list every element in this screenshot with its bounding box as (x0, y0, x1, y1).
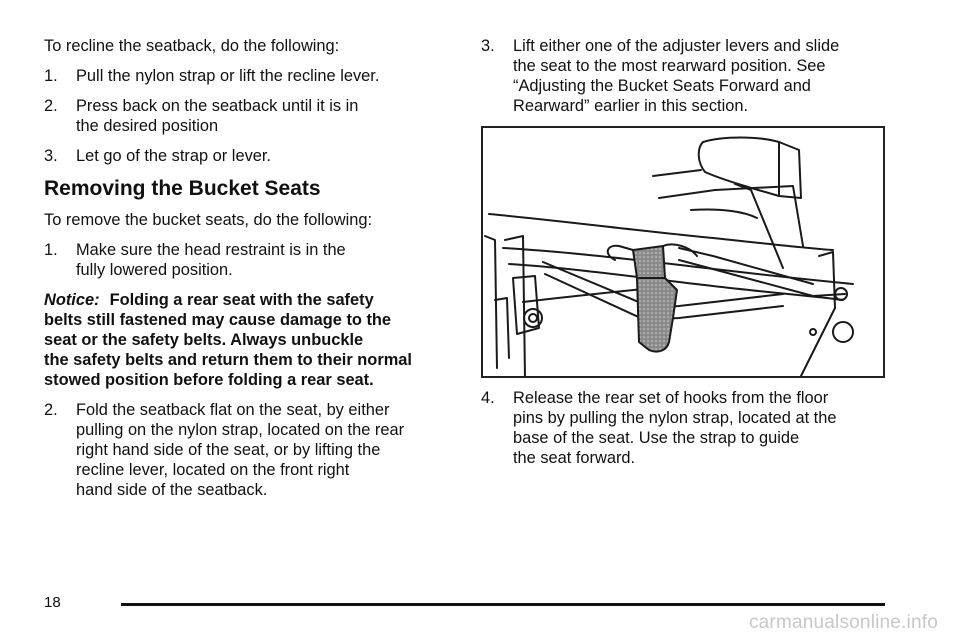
watermark: carmanualsonline.info (748, 612, 938, 633)
step-text: the desired position (76, 117, 219, 135)
right-column (481, 36, 901, 478)
notice-text: seat or the safety belts. Always unbuckle (44, 331, 364, 349)
footer-rule (121, 603, 885, 606)
step-number: 4. (481, 389, 495, 407)
step-text: pulling on the nylon strap, located on the rear (76, 421, 405, 439)
list-item (44, 240, 464, 280)
notice-label: Notice: (44, 291, 100, 309)
seat-strap-drawing (483, 128, 883, 376)
step-number: 2. (44, 401, 58, 419)
removal-intro: To remove the bucket seats, do the following: (44, 211, 372, 229)
list-item (44, 96, 464, 136)
step-text: Press back on the seatback until it is in (76, 97, 359, 115)
list-item (44, 400, 464, 500)
step-text: pins by pulling the nylon strap, located at the (513, 409, 837, 427)
list-item (481, 388, 901, 468)
recline-intro: To recline the seatback, do the following: (44, 37, 340, 55)
step-text: Rearward” earlier in this section. (513, 97, 749, 115)
step-text: the seat to the most rearward position. See (513, 57, 826, 75)
section-heading: Removing the Bucket Seats (44, 177, 321, 200)
step-text: Pull the nylon strap or lift the recline lever. (76, 67, 380, 85)
step-text: the seat forward. (513, 449, 636, 467)
step-text: hand side of the seatback. (76, 481, 268, 499)
notice-text: stowed position before folding a rear seat. (44, 371, 374, 389)
step-text: Lift either one of the adjuster levers and slide (513, 37, 840, 55)
step-text: right hand side of the seat, or by lifting the (76, 441, 381, 459)
page-number: 18 (44, 594, 61, 611)
step-text: fully lowered position. (76, 261, 233, 279)
step-number: 3. (481, 37, 495, 55)
step-number: 1. (44, 241, 58, 259)
recline-steps (44, 66, 464, 166)
list-item (44, 146, 464, 166)
step-text: recline lever, located on the front right (76, 461, 350, 479)
step-text: “Adjusting the Bucket Seats Forward and (513, 77, 811, 95)
list-item (44, 66, 464, 86)
left-column (44, 36, 464, 510)
step-text: base of the seat. Use the strap to guide (513, 429, 800, 447)
notice-text: Folding a rear seat with the safety (109, 291, 374, 309)
seat-strap-illustration (481, 126, 885, 378)
notice-block (44, 290, 464, 390)
step-text: Release the rear set of hooks from the floor (513, 389, 829, 407)
step-number: 1. (44, 67, 58, 85)
step-number: 2. (44, 97, 58, 115)
step-text: Let go of the strap or lever. (76, 147, 271, 165)
notice-text: belts still fastened may cause damage to the (44, 311, 392, 329)
notice-text: the safety belts and return them to their normal (44, 351, 412, 369)
step-text: Make sure the head restraint is in the (76, 241, 346, 259)
step-number: 3. (44, 147, 58, 165)
list-item (481, 36, 901, 116)
step-text: Fold the seatback flat on the seat, by either (76, 401, 390, 419)
